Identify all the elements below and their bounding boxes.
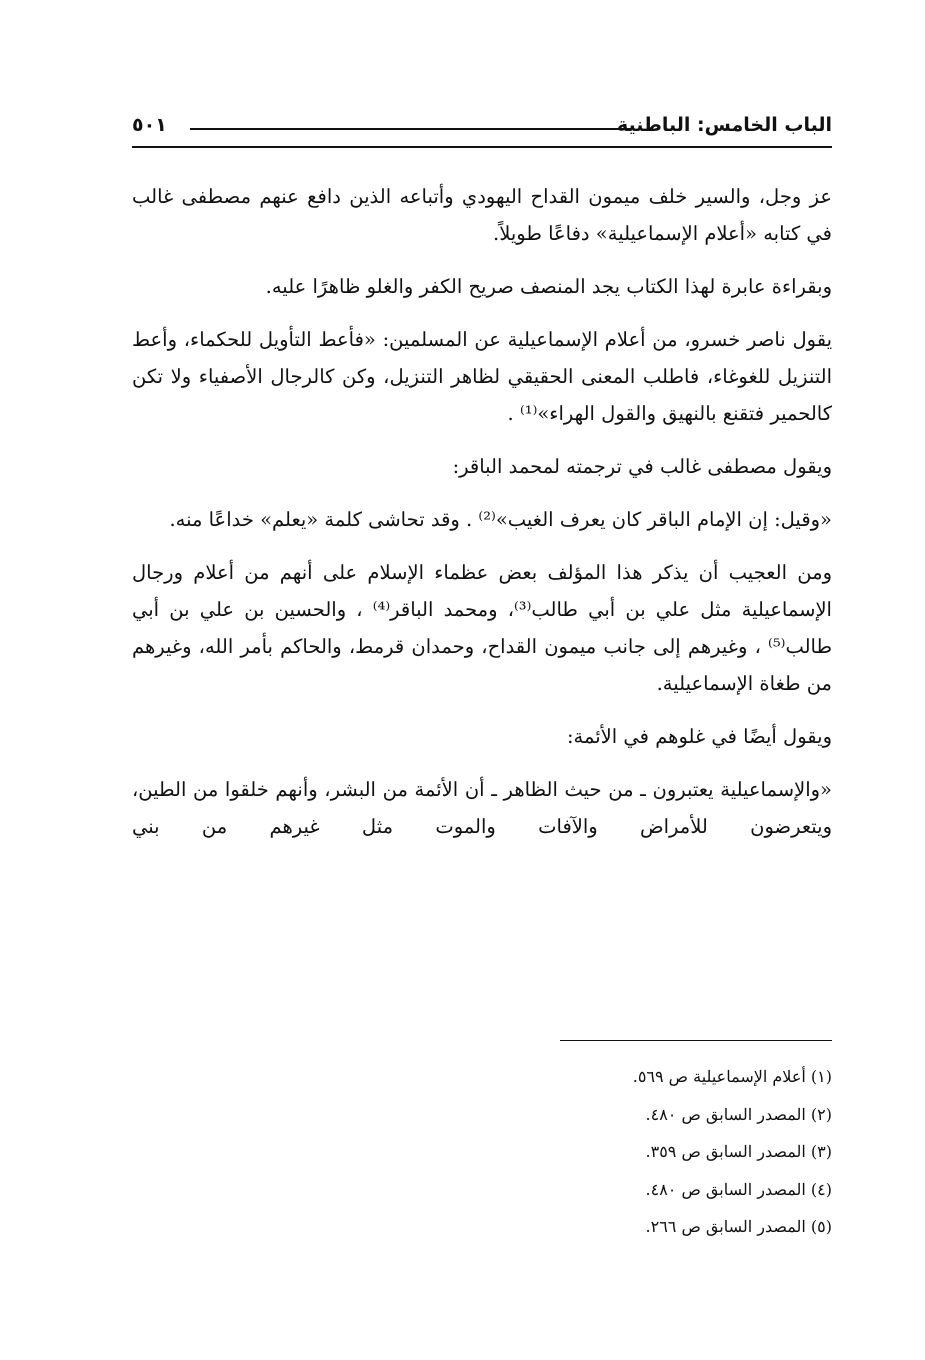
paragraph: ومن العجيب أن يذكر هذا المؤلف بعض عظماء الإسلام على أنهم من أعلام ورجال الإسماعيلية مثل علي بن أبي طالب⁽³⁾، ومحمد الباقر⁽⁴⁾ ، والحسين بن علي بن أبي طالب⁽⁵⁾ ، وغيرهم إلى جانب ميمون القداح، وحمدان قرمط، والحاكم بأمر الله، وغيرهم من طغاة الإسماعيلية. [132, 561, 832, 695]
footnote-separator [560, 1040, 832, 1041]
page-header [132, 112, 832, 148]
footnote: (٥) المصدر السابق ص ٢٦٦. [645, 1217, 832, 1236]
paragraph: وبقراءة عابرة لهذا الكتاب يجد المنصف صريح الكفر والغلو ظاهرًا عليه. [265, 275, 832, 298]
paragraph: ويقول أيضًا في غلوهم في الأئمة: [566, 725, 832, 748]
footnote: (٤) المصدر السابق ص ٤٨٠. [645, 1179, 832, 1199]
footnote: (٢) المصدر السابق ص ٤٨٠. [645, 1104, 832, 1124]
paragraph: ويقول مصطفى غالب في ترجمته لمحمد الباقر: [452, 455, 832, 478]
paragraph: «والإسماعيلية يعتبرون ـ من حيث الظاهر ـ أن الأئمة من البشر، وأنهم خلقوا من الطين، ويتعرضون للأمراض والآفات والموت مثل غيرهم من بني [132, 778, 832, 838]
footnotes-list [360, 1058, 832, 1246]
main-text [132, 178, 832, 861]
paragraph: يقول ناصر خسرو، من أعلام الإسماعيلية عن المسلمين: «فأعط التأويل للحكماء، وأعط التنزيل للغوغاء، فاطلب المعنى الحقيقي لظاهر التنزيل، وكن كالرجال الأصفياء ولا تكن كالحمير فتقنع بالنهيق والقول الهراء»⁽¹⁾ . [132, 328, 832, 425]
footnote: (١) أعلام الإسماعيلية ص ٥٦٩. [632, 1067, 832, 1086]
chapter-title: الباب الخامس: الباطنية [616, 114, 832, 136]
paragraph: «وقيل: إن الإمام الباقر كان يعرف الغيب»⁽²⁾ . وقد تحاشى كلمة «يعلم» خداعًا منه. [169, 508, 832, 531]
paragraph: عز وجل، والسير خلف ميمون القداح اليهودي وأتباعه الذين دافع عنهم مصطفى غالب في كتابه «أعلام الإسماعيلية» دفاعًا طويلاً. [132, 185, 832, 245]
header-dash-line [190, 128, 632, 130]
header-rule [132, 146, 832, 148]
page-number: ٥٠١ [132, 114, 167, 136]
footnote: (٣) المصدر السابق ص ٣٥٩. [645, 1142, 832, 1161]
